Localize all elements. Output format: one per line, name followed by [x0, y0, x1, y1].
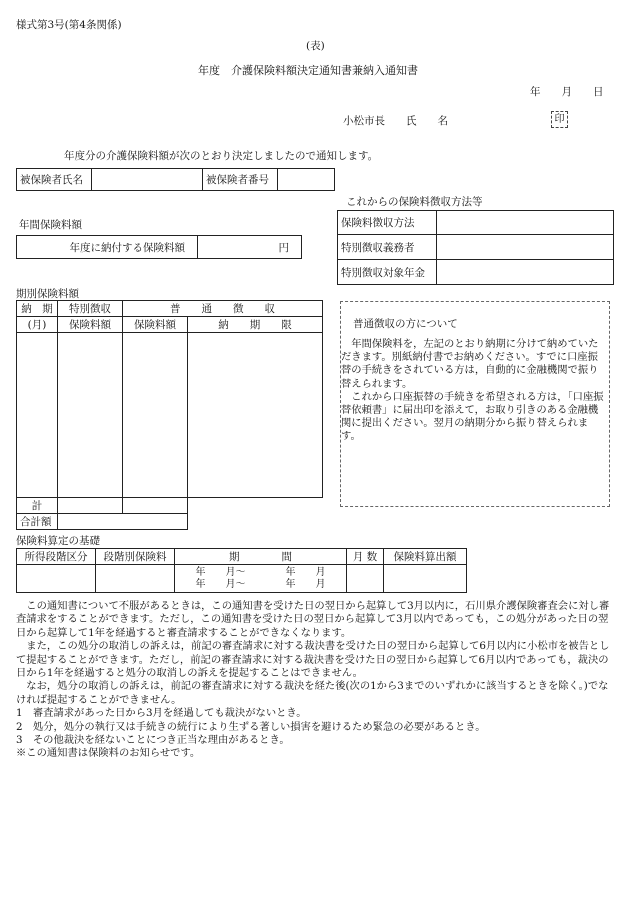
legal-paragraph-3: なお，処分の取消しの訴えは，前記の審査請求に対する裁決を経た後(次の1から3までのいずれかに該当するときを除く。)でなければ提起することができません。 — [16, 680, 609, 706]
total-value — [58, 514, 188, 530]
legal-notice — [16, 600, 616, 761]
periodic-body-period — [17, 333, 58, 498]
basis-table — [16, 548, 467, 593]
special-collector-value — [437, 235, 614, 260]
legal-paragraph-1: この通知書について不服があるときは，この通知書を受けた日の翌日から起算して3月以内に，石川県介護保険審査会に対し審査請求をすることができます。ただし，この通知書を受けた日の翌日から起算して3月以内であっても，この処分があった日の翌日から起算して1年を経過すると審査請求することができなくなります。 — [16, 600, 610, 639]
subtotal-blank — [188, 498, 323, 514]
issue-date: 年 月 日 — [530, 86, 604, 98]
insured-table — [16, 168, 335, 191]
annual-heading: 年間保険料額 — [19, 219, 82, 231]
special-collector-label: 特別徴収義務者 — [338, 235, 437, 260]
notice-title: 普通徴収の方について — [353, 318, 458, 330]
legal-paragraph-2: また，この処分の取消しの訴えは，前記の審査請求に対する裁決書を受けた日の翌日から起算して6月以内に小松市を被告として提起することができます。ただし，前記の審査請求に対する裁決書を受けた日の翌日から起算して6月以内であっても，裁決の日から1年を経過すると処分の取消しの訴えを提起することはできません。 — [16, 640, 610, 680]
periodic-body-amount — [123, 333, 188, 498]
basis-col-grade-premium: 段階別保険料 — [96, 549, 175, 565]
special-pension-value — [437, 260, 614, 285]
col-special-header: 特別徴収 — [58, 301, 123, 317]
notice-paragraph-2: これから口座振替の手続きを希望される方は，「口座振替依頼書」に届出印を添えて，お取り引きのある金融機関に提出ください。翌月の納期分から振り替えられます。 — [341, 390, 604, 443]
collection-method-label: 保険料徴収方法 — [338, 211, 437, 235]
col-period-header: 納 期 — [17, 301, 58, 317]
notice-paragraph-1: 年間保険料を，左記のとおり納期に分けて納めていただきます。別紙納付書でお納めください。すでに口座振替の手続きをされている方は，自動的に金融機関で振り替えられます。 — [341, 338, 599, 390]
collection-method-heading: これからの保険料徴収方法等 — [346, 196, 483, 208]
basis-col-period: 期 間 — [175, 549, 347, 565]
basis-col-calculated: 保険料算出額 — [384, 549, 467, 565]
insured-name-value — [92, 169, 203, 191]
insured-number-value — [278, 169, 335, 191]
basis-period-line-2: 年 月～ 年 月 — [195, 578, 326, 590]
col-normal-deadline: 納 期 限 — [188, 317, 323, 333]
col-normal-header: 普 通 徴 収 — [123, 301, 323, 317]
collection-method-value — [437, 211, 614, 235]
subtotal-label: 計 — [17, 498, 58, 514]
legal-footer: ※この通知書は保険料のお知らせです。 — [16, 747, 201, 760]
special-pension-label: 特別徴収対象年金 — [338, 260, 437, 285]
col-normal-amount: 保険料額 — [123, 317, 188, 333]
intro-text: 年度分の介護保険料額が次のとおり決定しましたので通知します。 — [64, 150, 379, 162]
document-title: 年度 介護保険料額決定通知書兼納入通知書 — [198, 64, 418, 77]
periodic-body-deadline — [188, 333, 323, 498]
legal-item-1: 1 審査請求があった日から3月を経過しても裁決がないとき。 — [16, 707, 307, 720]
basis-period-line-1: 年 月～ 年 月 — [195, 566, 326, 578]
insured-number-label: 被保険者番号 — [203, 169, 278, 191]
sender-name: 小松市長 氏 名 — [343, 115, 448, 127]
basis-value-grade-premium — [96, 565, 175, 593]
periodic-table — [16, 300, 323, 530]
side-label: (表) — [306, 40, 325, 52]
col-period-sub: (月) — [17, 317, 58, 333]
basis-value-months — [347, 565, 384, 593]
legal-item-2: 2 処分，処分の執行又は手続きの続行により生ずる著しい損害を避けるため緊急の必要があるとき。 — [16, 720, 486, 733]
annual-table — [16, 235, 302, 259]
total-label: 合計額 — [17, 514, 58, 530]
col-special-sub: 保険料額 — [58, 317, 123, 333]
form-number: 様式第3号(第4条関係) — [16, 19, 122, 31]
basis-heading: 保険料算定の基礎 — [16, 535, 100, 547]
collection-method-table — [337, 210, 614, 285]
basis-value-period — [175, 565, 347, 593]
periodic-heading: 期別保険料額 — [16, 288, 79, 300]
basis-value-calculated — [384, 565, 467, 593]
seal-mark: 印 — [551, 111, 568, 128]
subtotal-normal — [123, 498, 188, 514]
subtotal-special — [58, 498, 123, 514]
basis-value-grade — [17, 565, 96, 593]
annual-label: 年度に納付する保険料額 — [17, 236, 198, 259]
insured-name-label: 被保険者氏名 — [17, 169, 92, 191]
periodic-body-special — [58, 333, 123, 498]
normal-collection-notice — [340, 301, 610, 507]
legal-item-3: 3 その他裁決を経ないことにつき正当な理由があるとき。 — [16, 734, 290, 747]
basis-col-grade: 所得段階区分 — [17, 549, 96, 565]
annual-unit: 円 — [198, 236, 302, 259]
basis-col-months: 月 数 — [347, 549, 384, 565]
